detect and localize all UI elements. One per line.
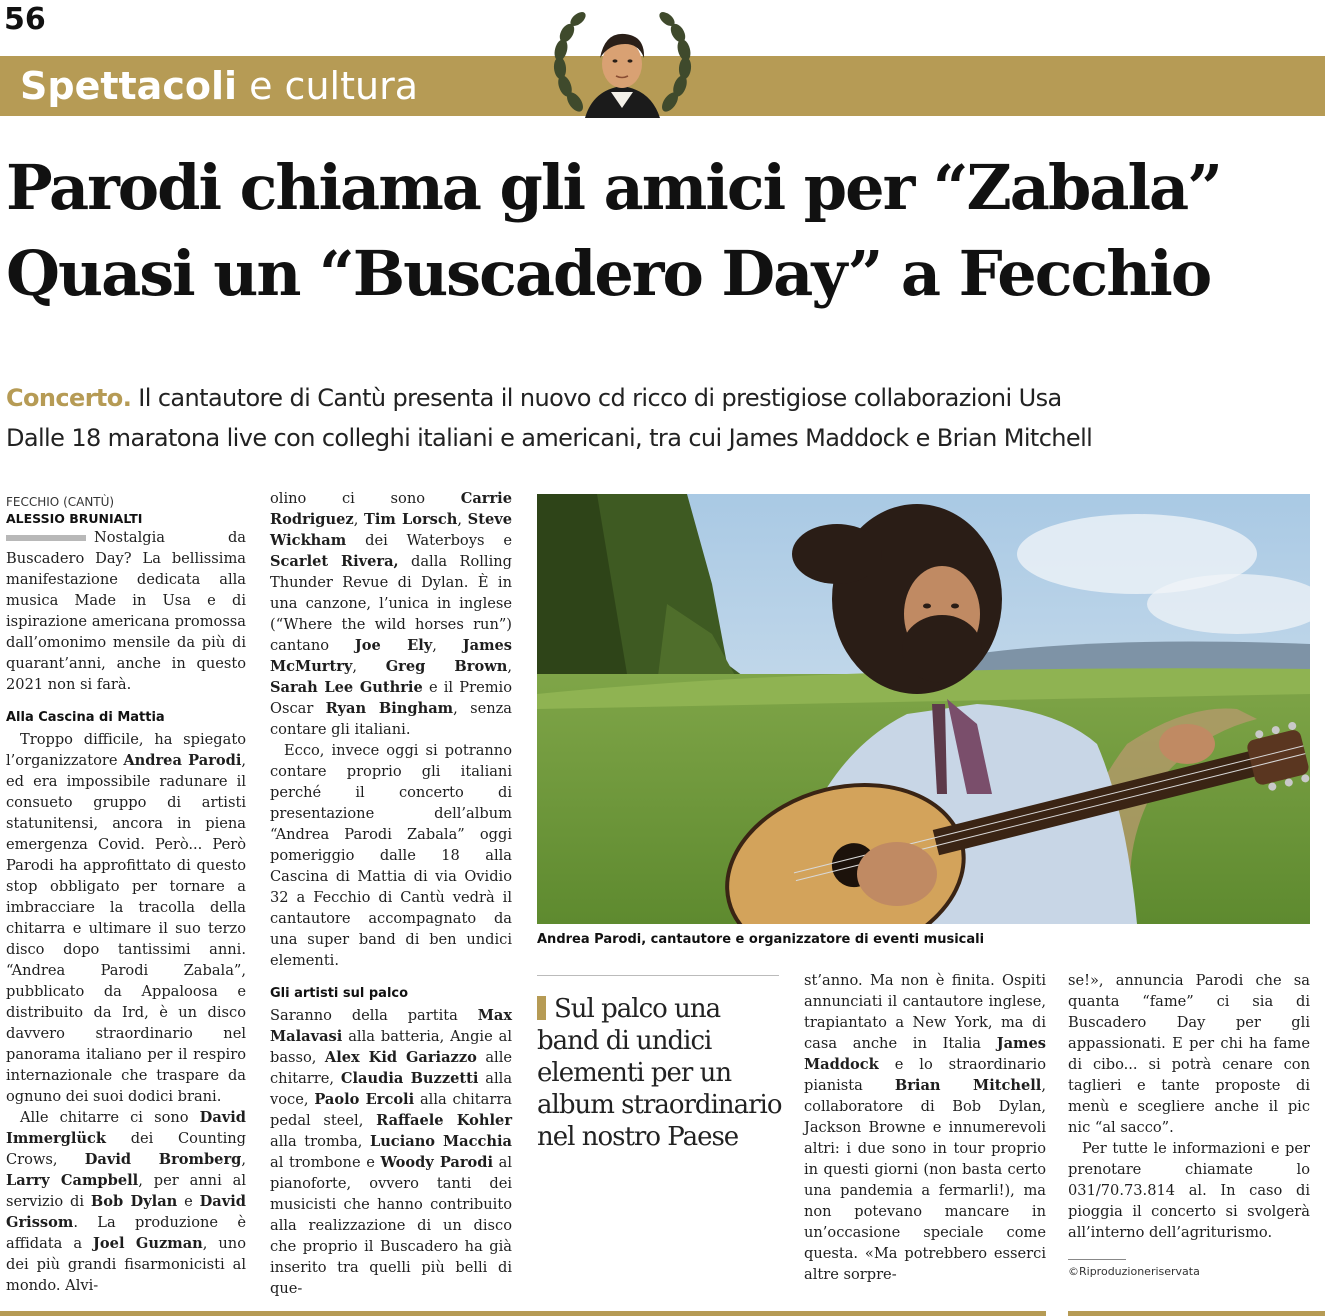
lead-rule	[6, 535, 86, 541]
footer-rule	[0, 1311, 1046, 1316]
body-paragraph: Per tutte le informazioni e per prenotare chiamate lo 031/70.73.814 al. In caso di pioggia il concerto si svolgerà all’interno dell’agriturismo.	[1068, 1140, 1310, 1241]
body-paragraph: Ecco, invece oggi si potranno contare proprio gli italiani perché il concerto di presentazione dell’album “Andrea Parodi Zabala” oggi pomeriggio dalle 18 alla Cascina di Mattia di via Ovidio 32 a Fecchio di Cantù vedrà il cantautore accompagnato da una super band di ben undici elementi.	[270, 742, 512, 969]
headline-line-1: Parodi chiama gli amici per “Zabala”	[6, 151, 1221, 224]
crosshead-artisti: Gli artisti sul palco	[270, 986, 409, 1001]
body-paragraph: Troppo difficile, ha spiegato l’organizzatore Andrea Parodi, ed era impossibile radunare il consueto gruppo di artisti statunitensi, ancora in piena emergenza Covid. Però... Però Parodi ha approfittato di questo stop obbligato per tornare a imbracciare la tracolla della chitarra e ultimare il suo terzo disco dopo tantissimi anni. “Andrea Parodi Zabala”, pubblicato da Appaloosa e distribuito da Ird, è un disco davvero straordinario nel panorama italiano per il respiro internazionale che traspare da ognuno dei suoi dodici brani.	[6, 731, 247, 1105]
copyright-rule	[1068, 1259, 1126, 1260]
laurel-portrait-logo	[545, 6, 700, 118]
byline: ALESSIO BRUNIALTI	[6, 511, 143, 526]
headline	[6, 145, 1321, 317]
copyright-notice: ©Riproduzioneriservata	[1068, 1265, 1200, 1278]
article-photo	[537, 494, 1310, 924]
subhead-line-1-text: Il cantautore di Cantù presenta il nuovo cd ricco di prestigiose collaborazioni Usa	[138, 384, 1062, 412]
pullquote-rule	[537, 975, 779, 976]
pullquote-marker	[537, 996, 546, 1020]
body-paragraph: st’anno. Ma non è finita. Ospiti annunciati il cantautore inglese, trapiantato a New York, ma di casa anche in Italia James Maddock e lo straordinario pianista Brian Mitchell, collaboratore di Bob Dylan, Jackson Browne e innumerevoli altri: i due sono in tour proprio in questi giorni (non basta certo una pandemia a fermarli!), ma non potevano mancare in un’occasione speciale come questa. «Ma potrebbero esserci altre sorpre-	[804, 972, 1046, 1283]
headline-line-2: Quasi un “Buscadero Day” a Fecchio	[6, 237, 1211, 310]
footer-rule	[1068, 1311, 1325, 1316]
body-paragraph: Alle chitarre ci sono David Immerglück dei Counting Crows, David Bromberg, Larry Campbell, per anni al servizio di Bob Dylan e David Grissom. La produzione è affidata a Joel Guzman, uno dei più grandi fisarmonicisti al mondo. Alvi-	[6, 1109, 247, 1294]
subhead-line-2: Dalle 18 maratona live con colleghi italiani e americani, tra cui James Maddock e Brian Mitchell	[6, 424, 1093, 452]
crosshead-cascina: Alla Cascina di Mattia	[6, 710, 165, 725]
section-title-light: e cultura	[249, 64, 418, 108]
article-column-4	[804, 970, 1046, 1285]
section-title	[20, 60, 418, 112]
article-column-2	[270, 488, 512, 1299]
page-number: 56	[4, 2, 46, 37]
dateline: FECCHIO (CANTÙ)	[6, 495, 115, 509]
subhead-line-1	[6, 378, 1321, 418]
body-paragraph: Saranno della partita Max Malavasi alla batteria, Angie al basso, Alex Kid Gariazzo alle chitarre, Claudia Buzzetti alla voce, Paolo Ercoli alla chitarra pedal steel, Raffaele Kohler alla tromba, Luciano Macchia al trombone e Woody Parodi al pianoforte, ovvero tanti dei musicisti che hanno contribuito alla realizzazione di un disco che proprio il Buscadero ha già inserito tra quelli più belli di que-	[270, 1007, 513, 1297]
lead-paragraph: Nostalgia da Buscadero Day? La bellissima manifestazione dedicata alla musica Made in Usa e di ispirazione americana promossa dall’omonimo mensile da più di quarant’anni, anche in questo 2021 non si farà.	[6, 529, 246, 693]
section-title-strong: Spettacoli	[20, 64, 237, 108]
body-paragraph: se!», annuncia Parodi che sa quanta “fame” ci sia di Buscadero Day per gli appassionati. E per chi ha fame di cibo... si potrà cenare con taglieri e tante proposte di menù e scegliere anche il pic nic “al sacco”.	[1068, 972, 1310, 1136]
body-paragraph: olino ci sono Carrie Rodriguez, Tim Lorsch, Steve Wickham dei Waterboys e Scarlet Rivera, dalla Rolling Thunder Revue di Dylan. È in una canzone, l’unica in inglese (“Where the wild horses run”) cantano Joe Ely, James McMurtry, Greg Brown, Sarah Lee Guthrie e il Premio Oscar Ryan Bingham, senza contare gli italiani.	[270, 490, 513, 738]
pullquote: Sul palco una band di undici elementi per un album straordinario nel nostro Paese	[537, 994, 782, 1152]
article-column-1	[6, 494, 246, 1296]
article-column-5	[1068, 970, 1310, 1279]
subhead-kicker: Concerto.	[6, 384, 132, 412]
photo-caption: Andrea Parodi, cantautore e organizzatore di eventi musicali	[537, 932, 985, 947]
subheadline	[6, 378, 1321, 458]
